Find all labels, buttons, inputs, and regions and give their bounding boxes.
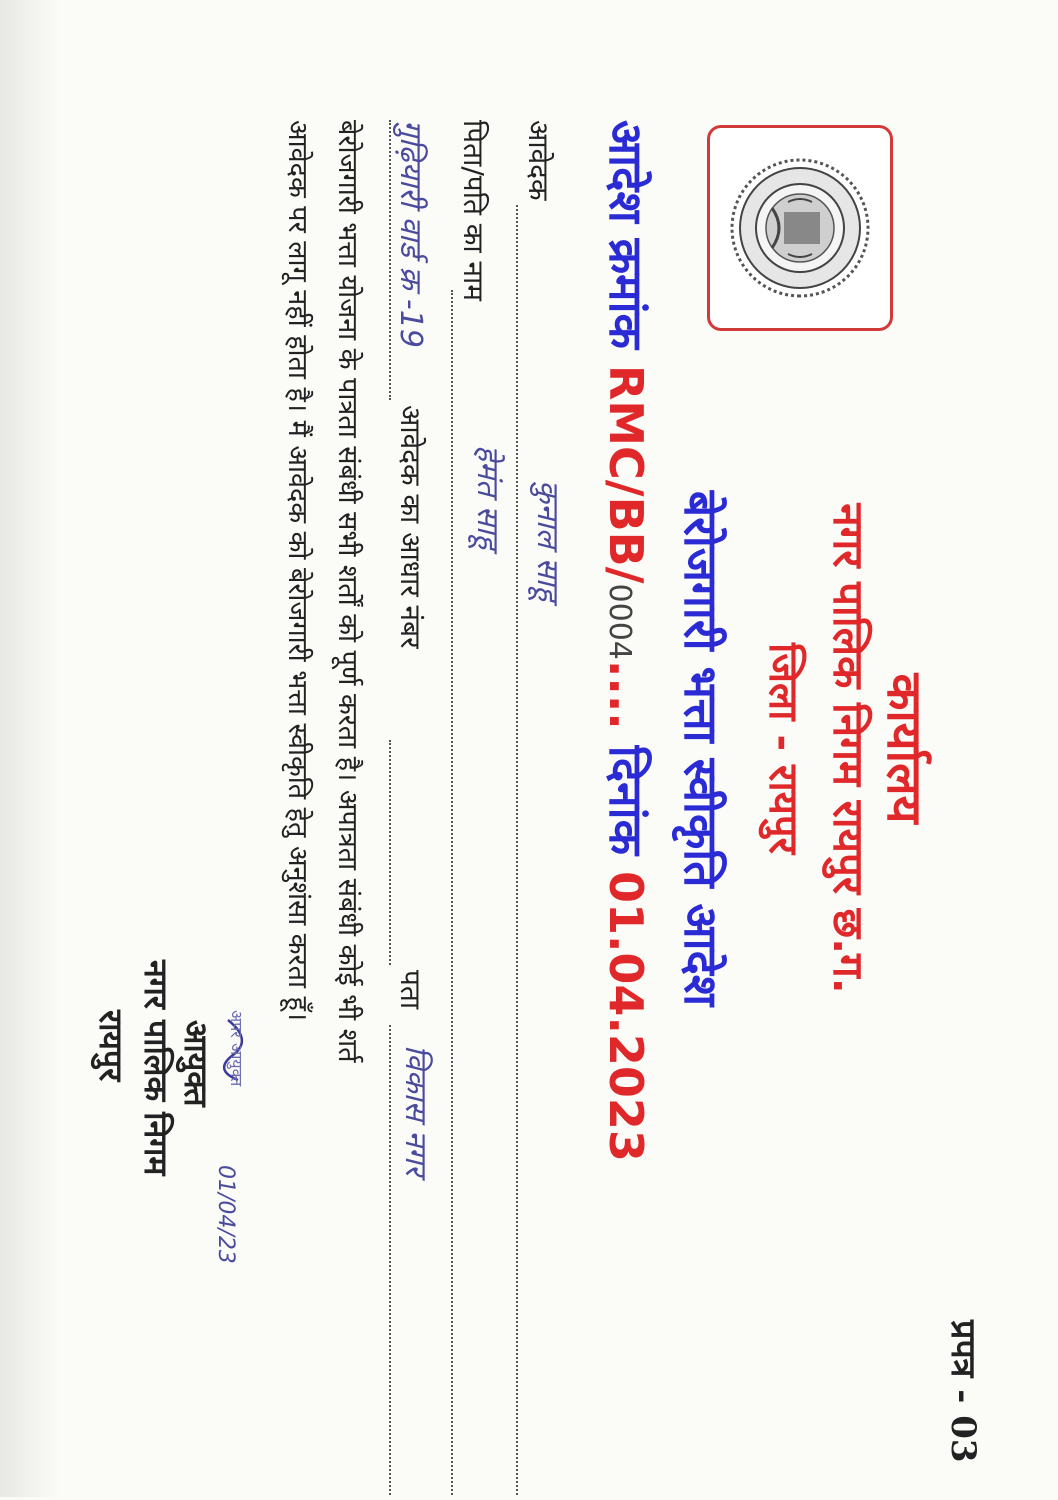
applicant-dotted-line	[516, 205, 520, 1495]
order-number-line	[596, 120, 658, 1420]
eligibility-text-line-2: आवेदक पर लागू नहीं होता है। मैं आवेदक को बेरोजगारी भत्ता स्वीकृति हेतु अनुशंसा करता हूँ।	[282, 120, 313, 1022]
address-label: पता	[394, 970, 427, 1010]
applicant-label: आवेदक	[522, 120, 555, 201]
order-date: 01.04.2023	[599, 870, 653, 1162]
order-number-suffix: ....	[599, 659, 653, 730]
district-name: जिला - रायपुर	[760, 643, 806, 854]
order-number-label: आदेश क्रमांक	[599, 120, 653, 349]
father-name-label: पिता/पति का नाम	[457, 120, 490, 302]
signature-date: 01/04/23	[213, 1165, 238, 1264]
signatory-city: रायपुर	[92, 1010, 130, 1082]
father-name: हेमंत साहू	[470, 445, 505, 550]
form-number: प्रपत्र - 03	[943, 1320, 983, 1463]
applicant-name: कुनाल साहू	[530, 480, 565, 602]
eligibility-text-line-1: बेरोजगारी भत्ता योजना के पात्रता संबंधी सभी शर्तों को पूर्ण करता है। अपात्रता संबंधी कोई भी शर्त	[332, 120, 363, 1063]
order-title: बेरोजगारी भत्ता स्वीकृति आदेश	[674, 490, 728, 1007]
aadhaar-dotted-line	[389, 740, 393, 965]
signatory-corporation: नगर पालिक निगम	[137, 960, 175, 1176]
father-dotted-line	[451, 290, 455, 1495]
corporation-name: नगर पालिक निगम रायपुर छ.ग.	[824, 503, 873, 994]
order-number-handwritten: 0004	[602, 583, 637, 660]
ward-value: गुढ़ियारी वार्ड क्र -19	[393, 120, 428, 348]
order-number-prefix: RMC/BB/	[599, 364, 653, 584]
address-value: विकास नगर	[398, 1045, 433, 1176]
stamp-text: अपर आयुक्त	[227, 1010, 246, 1087]
order-date-label: दिनांक	[599, 745, 653, 855]
aadhaar-label: आवेदक का आधार नंबर	[394, 405, 427, 649]
signatory-title: आयुक्त	[177, 1020, 215, 1107]
office-title: कार्यालय	[876, 673, 932, 824]
address-dotted-line	[389, 1025, 393, 1495]
